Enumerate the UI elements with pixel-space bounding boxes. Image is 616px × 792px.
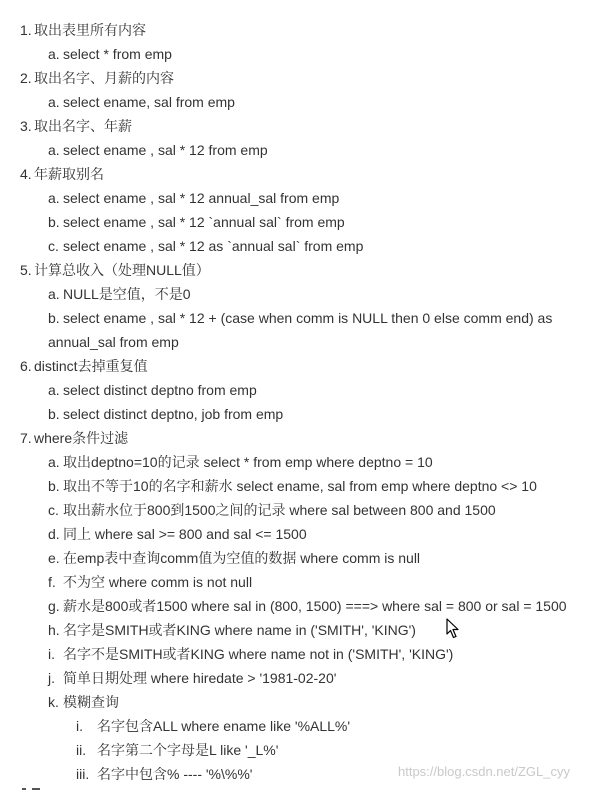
list-marker: b. bbox=[48, 310, 60, 326]
list-item-text: 取出名字、月薪的内容 bbox=[34, 70, 174, 86]
sub-list-item bbox=[48, 596, 567, 616]
list-item-text: select * from emp bbox=[63, 46, 172, 62]
sub-list-item bbox=[48, 140, 268, 160]
sub-list-item bbox=[48, 692, 119, 712]
list-item bbox=[20, 356, 148, 376]
sub-list-item bbox=[48, 548, 420, 568]
list-item-text: select distinct deptno, job from emp bbox=[63, 406, 284, 422]
list-item-text: 薪水是800或者1500 where sal in (800, 1500) ===> where sal = 800 or sal = 1500 bbox=[63, 598, 567, 614]
list-item-continuation bbox=[48, 332, 179, 352]
sub-list-item bbox=[48, 500, 496, 520]
list-marker: 1. bbox=[20, 22, 32, 38]
mouse-pointer-icon bbox=[446, 618, 460, 643]
list-item-text: 取出名字、年薪 bbox=[34, 118, 132, 134]
list-item bbox=[20, 164, 104, 184]
list-marker: a. bbox=[48, 382, 60, 398]
list-item-text: select ename , sal * 12 + (case when comm is NULL then 0 else comm end) as bbox=[63, 310, 553, 326]
list-item-text: select ename , sal * 12 from emp bbox=[63, 142, 268, 158]
list-marker: d. bbox=[48, 526, 60, 542]
list-marker: 3. bbox=[20, 118, 32, 134]
list-item-text: 取出表里所有内容 bbox=[34, 22, 146, 38]
list-marker: j. bbox=[48, 670, 55, 686]
list-item-text: 同上 where sal >= 800 and sal <= 1500 bbox=[63, 526, 307, 542]
sub-list-item bbox=[48, 308, 552, 328]
list-item-text: 在emp表中查询comm值为空值的数据 where comm is null bbox=[63, 550, 421, 566]
list-item-text: 计算总收入（处理NULL值） bbox=[34, 262, 210, 278]
sub-list-item bbox=[76, 716, 350, 736]
list-item-text: 取出不等于10的名字和薪水 select ename, sal from emp where deptno <> 10 bbox=[63, 478, 537, 494]
sub-list-item bbox=[48, 620, 416, 640]
list-marker: 4. bbox=[20, 166, 32, 182]
list-item-text: NULL是空值，不是0 bbox=[63, 286, 191, 302]
list-marker: b. bbox=[48, 214, 60, 230]
list-item-text: select ename , sal * 12 annual_sal from emp bbox=[63, 190, 340, 206]
sub-list-item bbox=[48, 212, 345, 232]
list-item-text: 不为空 where comm is not null bbox=[63, 574, 253, 590]
sub-list-item bbox=[48, 236, 363, 256]
list-item-text: 名字中包含% ---- '%\%%' bbox=[97, 766, 253, 782]
list-item-text: 年薪取别名 bbox=[34, 166, 104, 182]
list-marker: b. bbox=[48, 478, 60, 494]
list-item-text: select distinct deptno from emp bbox=[63, 382, 257, 398]
list-item-text: 取出deptno=10的记录 select * from emp where deptno = 10 bbox=[63, 454, 433, 470]
list-marker: a. bbox=[48, 454, 60, 470]
sub-list-item bbox=[48, 476, 537, 496]
list-item bbox=[20, 428, 128, 448]
list-item bbox=[20, 68, 174, 88]
list-marker: c. bbox=[48, 502, 59, 518]
list-item bbox=[20, 260, 210, 280]
sub-list-item bbox=[48, 188, 339, 208]
list-marker: a. bbox=[48, 94, 60, 110]
sub-list-item bbox=[48, 380, 257, 400]
list-marker: i. bbox=[76, 718, 83, 734]
list-marker: iii. bbox=[76, 766, 90, 782]
sub-list-item bbox=[48, 284, 191, 304]
sub-list-item bbox=[48, 668, 336, 688]
list-marker: 5. bbox=[20, 262, 32, 278]
list-marker: f. bbox=[48, 574, 56, 590]
list-item-text: where条件过滤 bbox=[34, 430, 129, 446]
list-item-text: select ename, sal from emp bbox=[63, 94, 235, 110]
sub-list-item bbox=[48, 404, 283, 424]
list-marker: c. bbox=[48, 238, 59, 254]
list-marker: 2. bbox=[20, 70, 32, 86]
list-item-text: 名字不是SMITH或者KING where name not in ('SMITH', 'KING') bbox=[63, 646, 454, 662]
sub-list-item bbox=[76, 764, 252, 784]
list-marker: a. bbox=[48, 142, 60, 158]
watermark: https://blog.csdn.net/ZGL_cyy bbox=[398, 764, 570, 779]
list-marker: e. bbox=[48, 550, 60, 566]
list-item-text: select ename , sal * 12 `annual sal` from emp bbox=[63, 214, 345, 230]
list-item-text: annual_sal from emp bbox=[48, 334, 179, 350]
list-marker: a. bbox=[48, 46, 60, 62]
list-marker: a. bbox=[48, 190, 60, 206]
list-marker: h. bbox=[48, 622, 60, 638]
list-item-text: 模糊查询 bbox=[63, 694, 119, 710]
list-item-text: 取出薪水位于800到1500之间的记录 where sal between 800 and 1500 bbox=[63, 502, 496, 518]
list-item-text: 简单日期处理 where hiredate > '1981-02-20' bbox=[63, 670, 337, 686]
list-item-text: 名字第二个字母是L like '_L%' bbox=[97, 742, 279, 758]
list-marker: 7. bbox=[20, 430, 32, 446]
list-marker: g. bbox=[48, 598, 60, 614]
sub-list-item bbox=[48, 644, 453, 664]
sub-list-item bbox=[48, 92, 235, 112]
list-marker: a. bbox=[48, 286, 60, 302]
list-marker: b. bbox=[48, 406, 60, 422]
list-item-text: 名字包含ALL where ename like '%ALL%' bbox=[97, 718, 351, 734]
next-item-partial bbox=[20, 786, 50, 792]
list-item bbox=[20, 116, 132, 136]
sub-list-item bbox=[48, 524, 307, 544]
list-item bbox=[20, 20, 146, 40]
sub-list-item bbox=[76, 740, 278, 760]
list-marker: k. bbox=[48, 694, 59, 710]
list-marker: 6. bbox=[20, 358, 32, 374]
list-item-text: distinct去掉重复值 bbox=[34, 358, 148, 374]
sub-list-item bbox=[48, 44, 172, 64]
list-marker: i. bbox=[48, 646, 55, 662]
list-item-text: select ename , sal * 12 as `annual sal` from emp bbox=[63, 238, 364, 254]
list-item-text: 名字是SMITH或者KING where name in ('SMITH', 'KING') bbox=[63, 622, 416, 638]
list-marker: ii. bbox=[76, 742, 87, 758]
sub-list-item bbox=[48, 452, 433, 472]
sub-list-item bbox=[48, 572, 252, 592]
